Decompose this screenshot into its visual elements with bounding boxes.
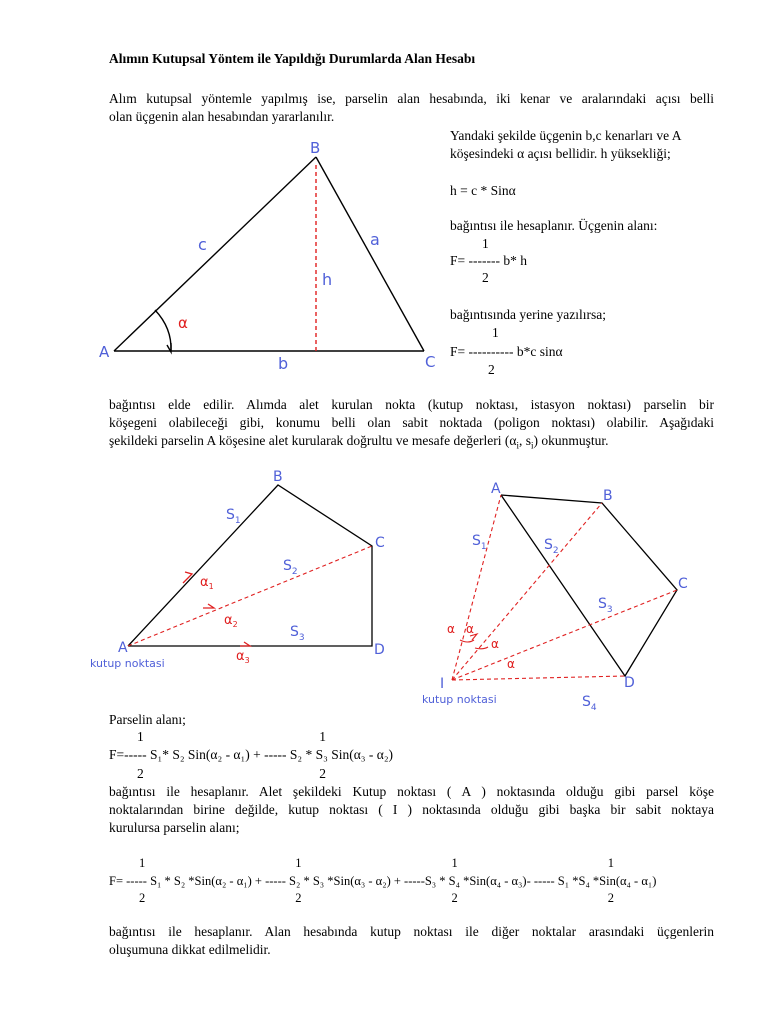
f1-numerator: 1 — [482, 236, 489, 251]
tri-side-a-label: a — [370, 230, 380, 249]
left-fig-kutup-label: kutup noktasi — [90, 657, 165, 670]
para4-line-2: oluşumuna dikkat edilmelidir. — [109, 942, 271, 957]
para2-line-3: şekildeki parselin A köşesine alet kurularak doğrultu ve mesafe değerleri ($\alpha_i$, $s_i$) okunmuştur. — [109, 433, 609, 451]
right-fig-a-label: A — [491, 481, 501, 497]
right-fig-alpha2-label: α — [466, 622, 474, 636]
para3-line-3: kurulursa parselin alanı; — [109, 820, 240, 835]
f1-formula: F= ------- b* h — [450, 253, 527, 268]
side-line-4: bağıntısında yerine yazılırsa; — [450, 307, 606, 322]
para3-line-1: bağıntısı ile hesaplanır. Alet şekildeki Kutup noktası ( A ) noktasında olduğu gibi parsel köşe — [109, 784, 714, 799]
right-fig-alpha4-label: α — [507, 657, 515, 671]
h-formula: h = c * Sinα — [450, 183, 516, 198]
right-fig-s4-label: $S_4$ — [582, 694, 597, 713]
para2-line-2: köşegeni olabileceği gibi, konumu belli olan sabit noktada (poligon noktası) olabilir. Aşağıdaki — [109, 415, 714, 430]
parsel-formula: F=----- S₁* S₂ Sin(α₂ - α₁) + ----- S₂ * S₃ Sin(α₃ - α₂) — [109, 747, 394, 762]
side-line-2: köşesindeki α açısı bellidir. h yüksekliği; — [450, 146, 671, 161]
tri-label-c-vertex: C — [425, 353, 436, 371]
para2-line-1: bağıntısı elde edilir. Alımda alet kurulan nokta (kutup noktası, istasyon noktası) parselin bir — [109, 397, 714, 412]
f2-formula: F= ---------- b*c sinα — [450, 344, 563, 359]
intro-line-1: Alım kutupsal yöntemle yapılmış ise, parselin alan hesabında, iki kenar ve aralarındaki açısı belli — [109, 91, 714, 106]
right-fig-c-label: C — [678, 576, 688, 592]
big-formula-denominators: 2 2 2 2 — [139, 891, 614, 905]
tri-alpha-label: α — [178, 314, 188, 332]
f2-numerator: 1 — [492, 325, 499, 340]
right-fig-s3-label: $S_3$ — [598, 596, 613, 615]
tri-label-b-vertex: B — [310, 139, 321, 157]
left-fig-s3-label: $S_3$ — [290, 624, 305, 643]
left-fig-d-label: D — [374, 642, 385, 658]
parsel-denominators: 2 2 — [137, 766, 326, 781]
right-fig-alpha3-label: α — [491, 637, 499, 651]
tri-height-h-label: h — [322, 270, 333, 289]
parsel-numerators: 1 1 — [137, 729, 326, 744]
right-fig-s2-label: $S_2$ — [544, 537, 559, 556]
tri-side-c-label: c — [198, 235, 207, 254]
right-fig-d-label: D — [624, 675, 635, 691]
right-fig-kutup-label: kutup noktasi — [422, 693, 497, 706]
left-fig-alpha1-label: $\alpha_1$ — [200, 575, 214, 591]
para3-line-2: noktalarından birine değilde, kutup noktası ( I ) noktasında olduğu gibi başka bir sabit noktaya — [109, 802, 714, 817]
f2-denominator: 2 — [488, 362, 495, 377]
left-fig-s2-label: $S_2$ — [283, 558, 298, 577]
para4-line-1: bağıntısı ile hesaplanır. Alan hesabında kutup noktası ile diğer noktalar arasındaki üçgenlerin — [109, 924, 714, 939]
parsel-label: Parselin alanı; — [109, 712, 186, 727]
right-fig-alpha1-label: α — [447, 622, 455, 636]
intro-line-2: olan üçgenin alan hesabından yararlanılır. — [109, 109, 335, 124]
left-fig-alpha3-label: $\alpha_3$ — [236, 649, 250, 665]
left-fig-s1-label: $S_1$ — [226, 507, 241, 526]
left-fig-b-label: B — [273, 469, 283, 485]
side-line-1: Yandaki şekilde üçgenin b,c kenarları ve A — [450, 128, 682, 143]
left-fig-c-label: C — [375, 535, 385, 551]
left-fig-a-label: A — [118, 640, 128, 656]
right-fig-b-label: B — [603, 488, 613, 504]
tri-side-b-label: b — [278, 354, 289, 373]
big-formula-numerators: 1 1 1 1 — [139, 856, 614, 870]
side-line-3: bağıntısı ile hesaplanır. Üçgenin alanı: — [450, 218, 658, 233]
left-fig-alpha2-label: $\alpha_2$ — [224, 613, 238, 629]
tri-label-a-vertex: A — [99, 343, 110, 361]
f1-denominator: 2 — [482, 270, 489, 285]
page-title: Alımın Kutupsal Yöntem ile Yapıldığı Durumlarda Alan Hesabı — [109, 51, 476, 66]
right-fig-s1-label: $S_1$ — [472, 533, 487, 552]
right-fig-i-label: I — [440, 676, 445, 692]
big-formula: F= ----- S₁ * S₂ *Sin(α₂ - α₁) + ----- S₂ * S₃ *Sin(α₃ - α₂) + -----S₃ * S₄ *Sin(α₄ - α₃)- ----- S₁ *S₄ *Sin(α₄ - α₁) — [109, 874, 657, 888]
